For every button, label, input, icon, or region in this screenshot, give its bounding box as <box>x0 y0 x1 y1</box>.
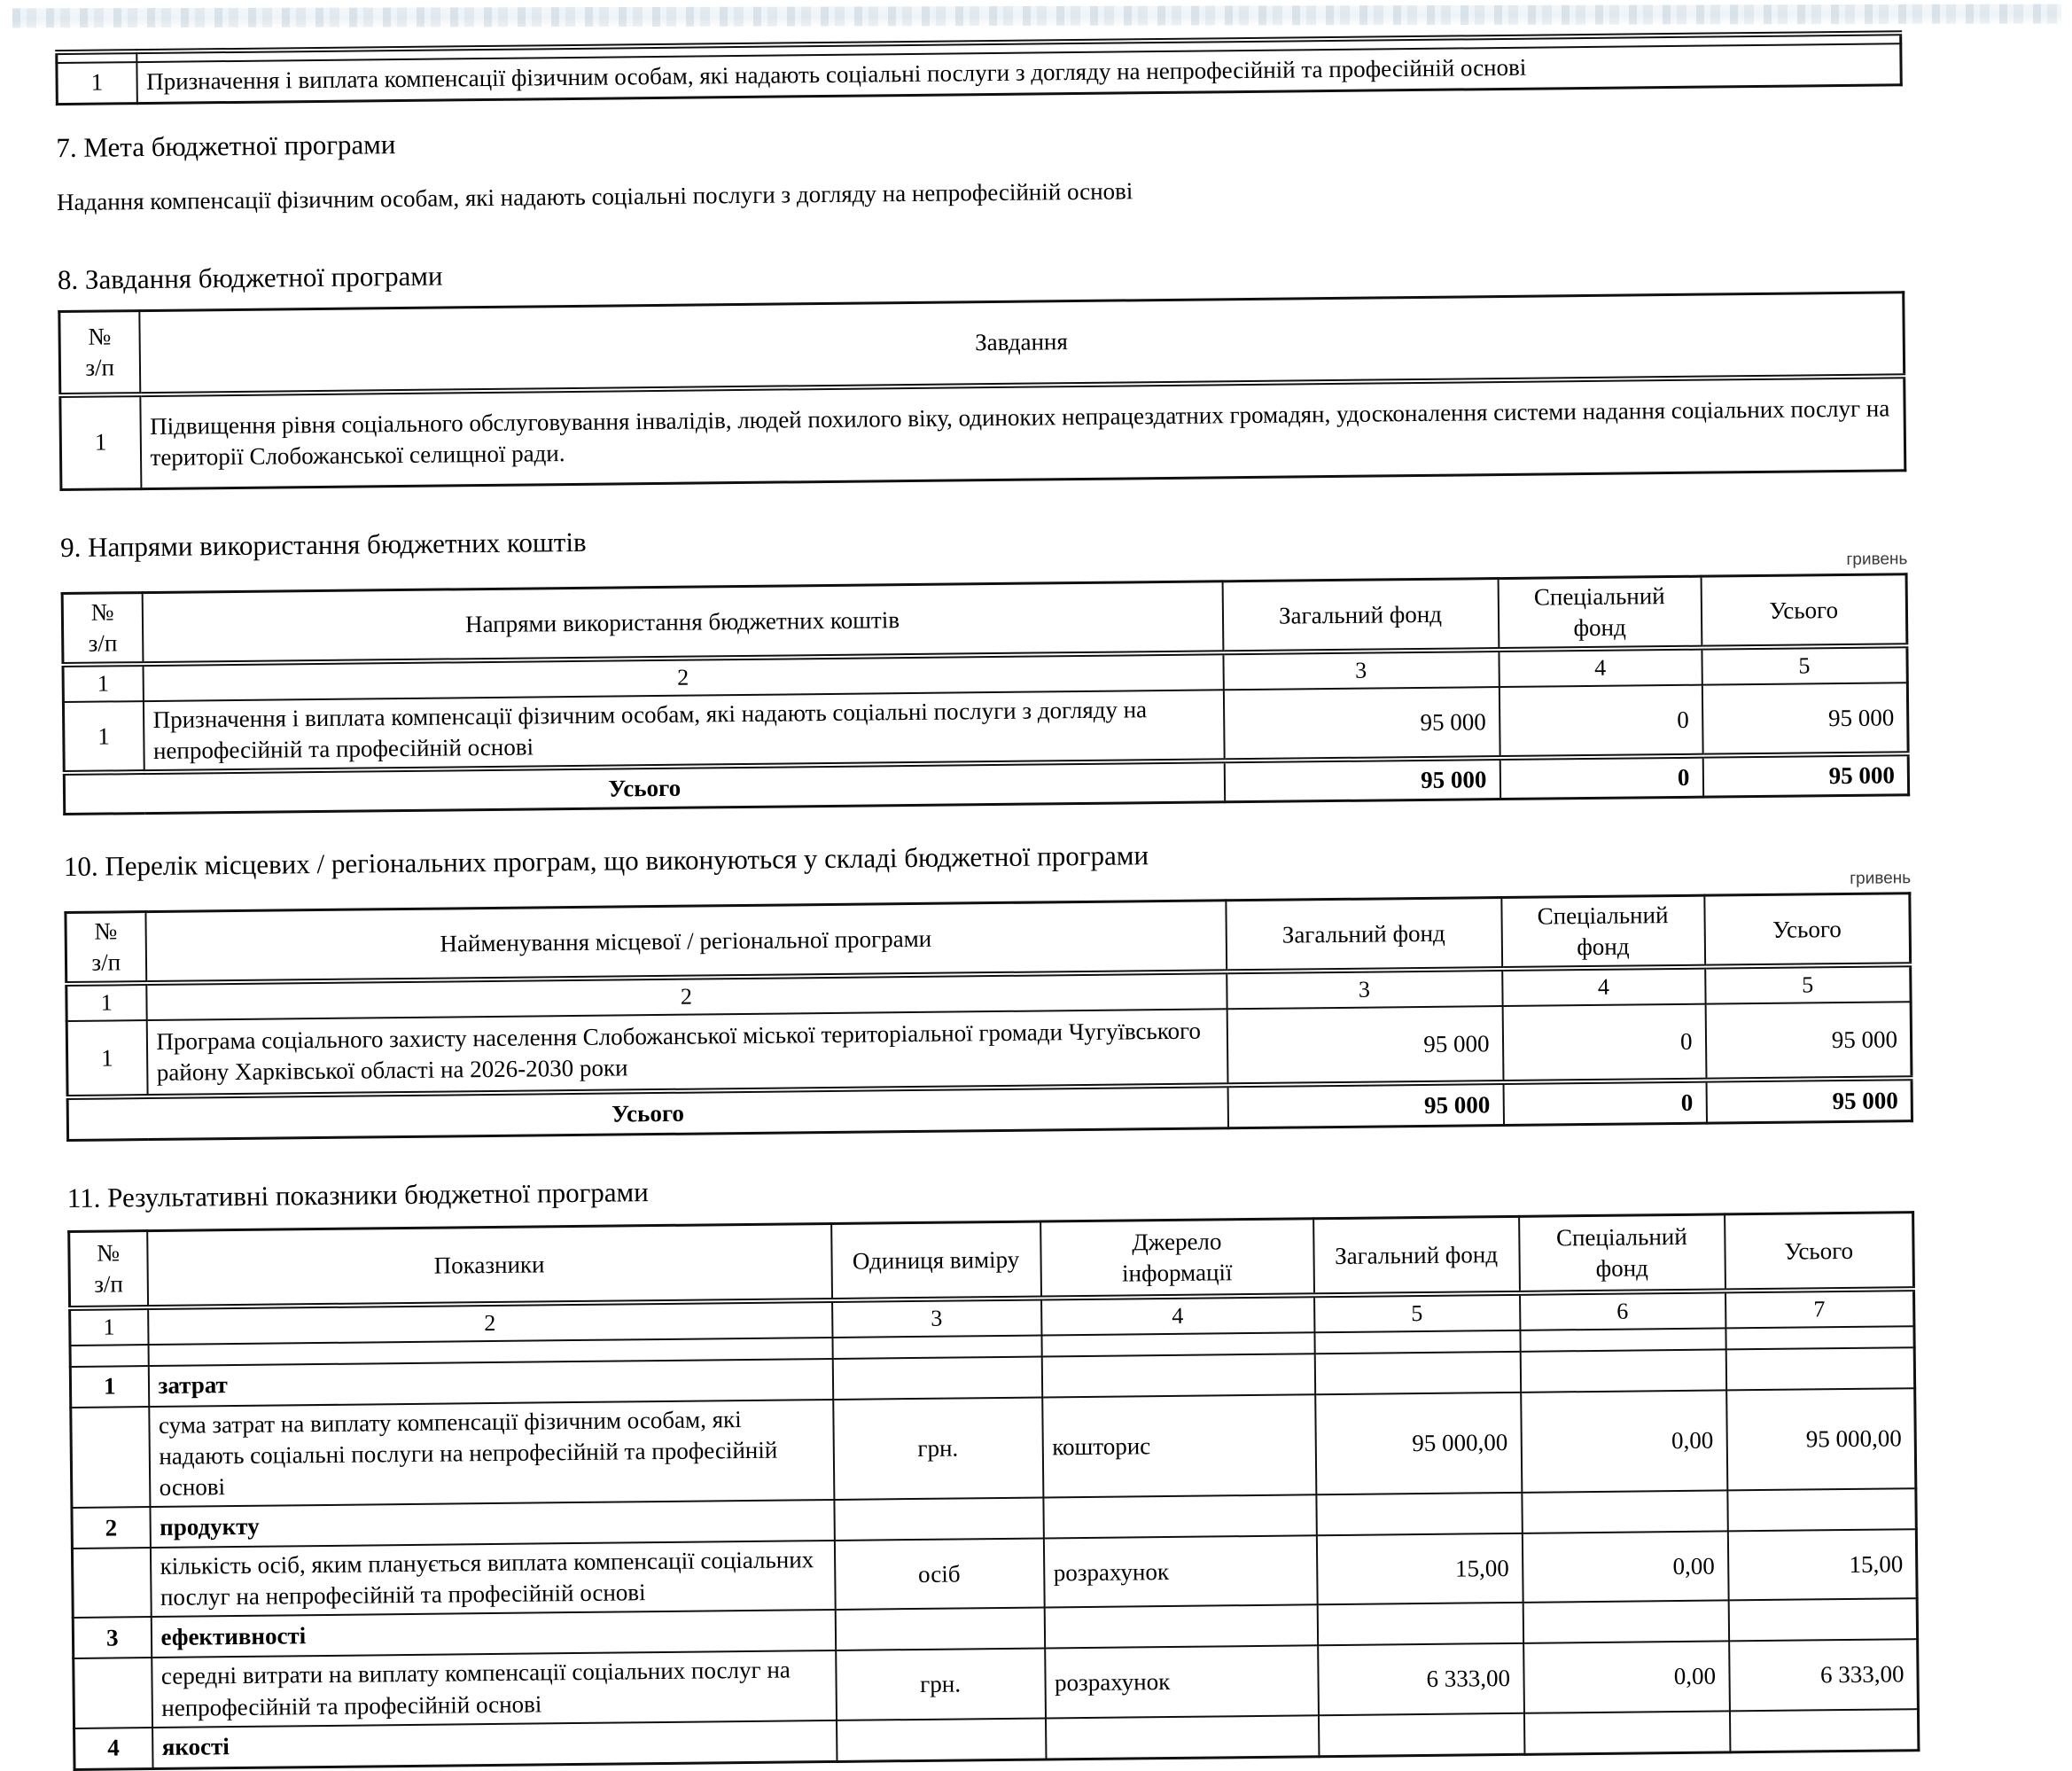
index-cell: 2 <box>146 972 1227 1021</box>
section-9-heading: 9. Напрями використання бюджетних коштів <box>59 526 587 564</box>
col-header-indicator: Показники <box>147 1224 832 1308</box>
index-cell: 1 <box>66 983 146 1021</box>
general-fund-value: 95 000 <box>1223 687 1499 761</box>
index-cell: 4 <box>1499 648 1702 687</box>
empty-cell <box>832 1356 1041 1399</box>
row-number-cell: 1 <box>66 1020 147 1097</box>
empty-cell <box>837 1718 1046 1761</box>
index-cell: 6 <box>1520 1291 1725 1330</box>
empty-cell <box>71 1407 150 1508</box>
empty-cell <box>1314 1352 1520 1394</box>
row-number-cell: 2 <box>72 1507 150 1549</box>
col-header-num: № з/п <box>59 311 140 395</box>
index-cell: 3 <box>1223 650 1499 690</box>
row-number-cell: 1 <box>63 701 144 773</box>
category-label-cell: продукту <box>150 1500 834 1548</box>
col-header-num: № з/п <box>62 593 143 666</box>
program-name-cell: Програма соціального захисту населення Слобожанської міської територіальної громади Чугуївського району Харківської області на 2026-2030 роки <box>146 1009 1227 1096</box>
empty-cell <box>1725 1326 1914 1349</box>
empty-cell <box>1043 1495 1316 1539</box>
empty-cell <box>835 1608 1044 1650</box>
row-number-cell: 4 <box>74 1728 152 1769</box>
index-cell: 4 <box>1041 1295 1314 1335</box>
unit-cell: грн. <box>833 1397 1043 1500</box>
empty-cell <box>1728 1599 1917 1642</box>
grand-total: 95 000 <box>1706 1078 1912 1123</box>
row-number-cell: 3 <box>73 1617 151 1658</box>
empty-cell <box>1045 1715 1318 1759</box>
currency-label: гривень <box>1846 550 1908 569</box>
col-header-total: Усього <box>1704 893 1911 967</box>
empty-cell <box>1317 1603 1523 1645</box>
empty-cell <box>1520 1328 1725 1351</box>
source-cell: розрахунок <box>1045 1646 1319 1718</box>
program-title-table <box>55 30 1903 105</box>
special-fund-value: 0,00 <box>1522 1532 1728 1603</box>
empty-cell <box>834 1498 1043 1541</box>
indicator-text-cell: сума затрат на виплату компенсації фізичним особам, які надають соціальні послуги на непрофесійній та професійній основі <box>149 1400 834 1507</box>
index-cell: 5 <box>1702 645 1907 684</box>
total-value: 95 000 <box>1705 1002 1912 1080</box>
empty-cell <box>1522 1491 1727 1533</box>
category-label-cell: якості <box>152 1720 837 1769</box>
regional-programs-table <box>64 892 1913 1142</box>
tasks-table <box>58 291 1906 491</box>
row-number-cell: 1 <box>57 62 136 104</box>
grand-total: 95 000 <box>1702 753 1908 797</box>
budget-directions-table <box>61 573 1911 815</box>
index-cell: 5 <box>1314 1293 1520 1332</box>
col-header-total: Усього <box>1725 1213 1914 1291</box>
index-cell: 2 <box>148 1300 832 1345</box>
unit-cell: грн. <box>836 1649 1046 1720</box>
col-header-total: Усього <box>1701 574 1907 648</box>
special-fund-total: 0 <box>1499 756 1702 800</box>
general-fund-total: 95 000 <box>1224 758 1499 802</box>
empty-cell <box>1725 1347 1914 1390</box>
indicator-text-cell: середні витрати на виплату компенсації соціальних послуг на непрофесійній та професійній основі <box>152 1650 837 1727</box>
source-cell: розрахунок <box>1043 1536 1317 1608</box>
section-11-heading: 11. Результативні показники бюджетної програми <box>66 1176 649 1214</box>
index-cell: 3 <box>1227 969 1502 1009</box>
empty-cell <box>1041 1332 1314 1356</box>
section-8-heading: 8. Завдання бюджетної програми <box>57 260 443 296</box>
index-cell: 1 <box>70 1307 148 1346</box>
special-fund-value: 0 <box>1502 1004 1706 1082</box>
col-header-general-fund: Загальний фонд <box>1313 1217 1520 1296</box>
empty-cell <box>57 51 136 63</box>
empty-cell <box>70 1345 148 1367</box>
source-cell: кошторис <box>1042 1394 1316 1498</box>
col-header-task: Завдання <box>139 293 1905 394</box>
general-fund-value: 15,00 <box>1316 1533 1523 1605</box>
general-fund-total: 95 000 <box>1227 1082 1503 1128</box>
result-indicators-table <box>67 1211 1920 1770</box>
empty-cell <box>1316 1493 1522 1535</box>
empty-cell <box>1729 1709 1918 1752</box>
section-7-heading: 7. Мета бюджетної програми <box>56 129 396 164</box>
col-header-special-fund: Спеціальний фонд <box>1519 1214 1725 1293</box>
col-header-num: № з/п <box>69 1231 148 1308</box>
col-header-unit: Одиниця виміру <box>831 1221 1041 1300</box>
direction-text-cell: Призначення і виплата компенсації фізичним особам, які надають соціальні послуги з догляду на непрофесійній та професійній основі <box>143 690 1224 772</box>
index-cell: 2 <box>143 653 1223 702</box>
row-number-cell: 1 <box>60 394 141 489</box>
currency-label: гривень <box>1850 869 1912 889</box>
general-fund-value: 6 333,00 <box>1318 1643 1524 1715</box>
index-cell: 4 <box>1502 967 1705 1006</box>
table-row <box>60 376 1905 489</box>
total-label-cell: Усього <box>67 1085 1227 1140</box>
empty-cell <box>1727 1488 1916 1531</box>
empty-cell <box>1520 1349 1725 1392</box>
col-header-general-fund: Загальний фонд <box>1222 579 1499 653</box>
section-7-body: Надання компенсації фізичним особам, які надають соціальні послуги з догляду на непрофесійній основі <box>56 177 1133 216</box>
empty-cell <box>1318 1712 1523 1756</box>
index-cell: 3 <box>832 1299 1041 1338</box>
index-cell: 7 <box>1725 1289 1913 1328</box>
total-value: 95 000 <box>1702 683 1908 756</box>
empty-cell <box>832 1335 1041 1358</box>
empty-cell <box>72 1548 151 1618</box>
total-value: 15,00 <box>1727 1529 1917 1600</box>
category-label-cell: ефективності <box>151 1610 835 1658</box>
col-header-general-fund: Загальний фонд <box>1226 898 1502 972</box>
general-fund-value: 95 000 <box>1227 1006 1503 1085</box>
indicator-text-cell: кількість осіб, яким планується виплата компенсації соціальних послуг на непрофесійній та професійній основі <box>150 1541 835 1617</box>
empty-cell <box>1314 1330 1520 1354</box>
empty-cell <box>1044 1605 1317 1649</box>
row-number-cell: 1 <box>70 1366 148 1408</box>
total-value: 6 333,00 <box>1729 1640 1919 1711</box>
category-label-cell: затрат <box>148 1359 832 1407</box>
col-header-program-name: Найменування місцевої / регіональної програми <box>145 901 1227 983</box>
special-fund-value: 0 <box>1499 685 1702 759</box>
index-cell: 1 <box>63 664 143 702</box>
empty-cell <box>1523 1711 1729 1754</box>
task-text-cell: Підвищення рівня соціального обслуговування інвалідів, людей похилого віку, одиноких непрацездатних громадян, удосконалення системи надання соціальних послуг на території Слобожанської селищної ради. <box>140 376 1905 488</box>
empty-cell <box>74 1658 152 1728</box>
col-header-num: № з/п <box>66 912 146 985</box>
special-fund-total: 0 <box>1503 1081 1706 1126</box>
unit-cell: осіб <box>834 1539 1044 1611</box>
special-fund-value: 0,00 <box>1523 1642 1730 1713</box>
col-header-special-fund: Спеціальний фонд <box>1498 576 1702 650</box>
total-value: 95 000,00 <box>1726 1388 1916 1491</box>
col-header-source: Джерело інформації <box>1040 1219 1314 1299</box>
program-title-cell: Призначення і виплата компенсації фізичним особам, які надають соціальні послуги з догляду на непрофесійній та професійній основі <box>136 43 1901 103</box>
indicator-row <box>71 1388 1916 1508</box>
special-fund-value: 0,00 <box>1521 1390 1727 1493</box>
section-10-heading: 10. Перелік місцевих / регіональних програм, що виконуються у складі бюджетної програми <box>63 839 1149 883</box>
total-label-cell: Усього <box>64 761 1224 814</box>
empty-cell <box>1041 1354 1314 1397</box>
index-cell: 5 <box>1705 965 1911 1004</box>
col-header-direction: Напрями використання бюджетних коштів <box>142 581 1223 664</box>
col-header-special-fund: Спеціальний фонд <box>1501 895 1705 969</box>
general-fund-value: 95 000,00 <box>1315 1393 1522 1495</box>
empty-cell <box>1523 1601 1728 1643</box>
